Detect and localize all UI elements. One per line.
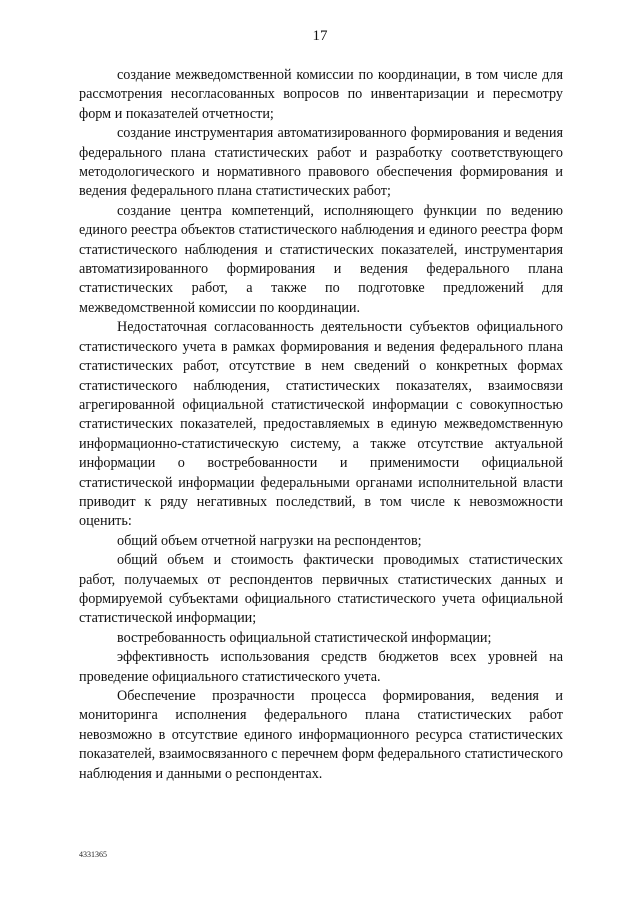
paragraph-tooling: создание инструментария автоматизированного формирования и ведения федерального плана статистических работ и разработку соответствующего методологического и нормативного правового обеспечения формирования и ведения федерального плана статистических работ; — [79, 125, 563, 200]
paragraph-transparency: Обеспечение прозрачности процесса формирования, ведения и мониторинга исполнения федерального плана статистических работ невозможно в отсутствие единого информационного ресурса статистических показателей, взаимосвязанного с перечнем форм федерального статистического наблюдения и данными о респондентах. — [79, 688, 563, 782]
body-text — [79, 66, 563, 784]
paragraph-volume-and-cost: общий объем и стоимость фактически проводимых статистических работ, получаемых от респондентов первичных статистических данных и формируемой субъектами официального статистического учета официальной статистической информации; — [79, 552, 563, 627]
paragraph-reporting-load: общий объем отчетной нагрузки на респондентов; — [117, 532, 422, 549]
page-number: 17 — [312, 28, 328, 44]
paragraph-efficiency: эффективность использования средств бюджетов всех уровней на проведение официального статистического учета. — [79, 649, 563, 685]
paragraph-demand: востребованность официальной статистической информации; — [117, 629, 492, 646]
document-id: 4331365 — [79, 850, 107, 859]
paragraph-commission: создание межведомственной комиссии по координации, в том числе для рассмотрения несогласованных вопросов по инвентаризации и пересмотру форм и показателей отчетности; — [79, 67, 563, 122]
paragraph-insufficient-coordination: Недостаточная согласованность деятельности субъектов официального статистического учета в рамках формирования и ведения федерального плана статистических работ, отсутствие в нем сведений о конкретных формах статистического наблюдения, статистических показателях, взаимосвязи агрегированной официальной статистической информации с совокупностью статистических показателей, предоставляемых в единую межведомственную информационно-статистическую систему, а также отсутствие актуальной информации о востребованности и применимости официальной статистической информации федеральными органами исполнительной власти приводит к ряду негативных последствий, в том числе к невозможности оценить: — [79, 319, 563, 530]
paragraph-competence-center: создание центра компетенций, исполняющего функции по ведению единого реестра объектов статистического наблюдения и единого реестра форм статистического наблюдения и статистических показателей, инструментария автоматизированного формирования и ведения федерального плана статистических работ, а также по подготовке предложений для межведомственной комиссии по координации. — [79, 202, 563, 316]
